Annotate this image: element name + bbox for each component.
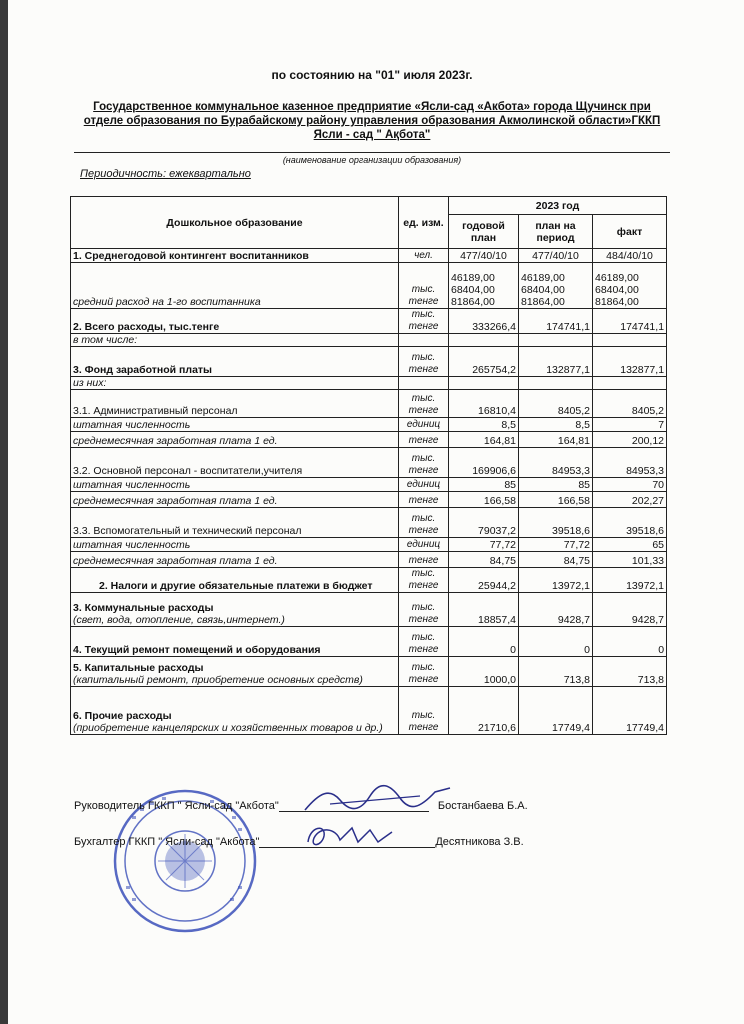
row-value-v2: 77,72 [519, 538, 593, 552]
row-label [71, 263, 399, 309]
row-label-text: 3. Фонд заработной платы [73, 364, 213, 376]
row-value-v2: 174741,1 [519, 309, 593, 334]
row-value-v1 [449, 377, 519, 390]
row-value-v3: 46189,00 68404,00 81864,00 [593, 263, 667, 309]
row-unit [399, 334, 449, 347]
table-row [71, 492, 667, 508]
row-value-v1: 477/40/10 [449, 249, 519, 263]
row-label-text: среднемесячная заработная плата 1 ед. [73, 495, 278, 507]
row-unit: тенге [399, 492, 449, 508]
row-value-v3: 0 [593, 627, 667, 657]
row-label [71, 347, 399, 377]
row-value-v3: 13972,1 [593, 568, 667, 593]
row-unit: тыс. тенге [399, 347, 449, 377]
row-value-v2 [519, 377, 593, 390]
row-unit: единиц [399, 418, 449, 432]
head-signature-label: Руководитель ГККП " Ясли-сад "Акбота" [74, 800, 279, 812]
row-value-v1: 265754,2 [449, 347, 519, 377]
accountant-signature-name: Десятникова З.В. [435, 836, 524, 848]
row-value-v2: 132877,1 [519, 347, 593, 377]
row-value-v2: 17749,4 [519, 687, 593, 735]
row-value-v3: 101,33 [593, 552, 667, 568]
header-annual-plan: годовой план [449, 215, 519, 249]
row-value-v3: 7 [593, 418, 667, 432]
row-sublabel: (приобретение канцелярских и хозяйственных товаров и др.) [73, 722, 383, 734]
row-value-v3: 713,8 [593, 657, 667, 687]
table-row [71, 377, 667, 390]
accountant-signature-row [74, 836, 524, 848]
row-value-v1: 21710,6 [449, 687, 519, 735]
head-signature-name: Бостанбаева Б.А. [437, 800, 528, 812]
row-label [71, 552, 399, 568]
row-label [71, 249, 399, 263]
row-value-v2: 13972,1 [519, 568, 593, 593]
divider [74, 152, 670, 153]
table-row [71, 657, 667, 687]
row-label-text: 4. Текущий ремонт помещений и оборудования [73, 644, 321, 656]
row-value-v2: 46189,00 68404,00 81864,00 [519, 263, 593, 309]
row-value-v2: 0 [519, 627, 593, 657]
row-label [71, 593, 399, 627]
row-value-v2: 84,75 [519, 552, 593, 568]
table-row [71, 334, 667, 347]
head-signature-scribble-icon [300, 782, 460, 818]
row-value-v2: 166,58 [519, 492, 593, 508]
row-value-v1: 166,58 [449, 492, 519, 508]
row-value-v2 [519, 334, 593, 347]
accountant-signature-label: Бухгалтер ГККП " Ясли-сад "Акбота" [74, 836, 260, 848]
row-value-v1: 85 [449, 478, 519, 492]
table-row [71, 568, 667, 593]
row-value-v3: 70 [593, 478, 667, 492]
row-label-text: среднемесячная заработная плата 1 ед. [73, 555, 278, 567]
row-value-v1: 0 [449, 627, 519, 657]
table-row [71, 508, 667, 538]
row-value-v3: 174741,1 [593, 309, 667, 334]
row-label-text: из них: [73, 377, 107, 389]
row-unit [399, 377, 449, 390]
row-value-v1: 84,75 [449, 552, 519, 568]
row-value-v1: 18857,4 [449, 593, 519, 627]
table-row [71, 448, 667, 478]
row-label [71, 432, 399, 448]
budget-table [70, 196, 667, 735]
row-label-text: штатная численность [73, 539, 191, 551]
row-value-v3: 202,27 [593, 492, 667, 508]
row-value-v3: 484/40/10 [593, 249, 667, 263]
row-unit: тыс. тенге [399, 627, 449, 657]
row-label-text: 2. Всего расходы, тыс.тенге [73, 321, 220, 333]
row-label-text: 3.1. Административный персонал [73, 405, 238, 417]
row-label-text: 3.2. Основной персонал - воспитатели,учителя [73, 465, 303, 477]
row-value-v1: 77,72 [449, 538, 519, 552]
table-row [71, 538, 667, 552]
row-label [71, 448, 399, 478]
row-value-v2: 85 [519, 478, 593, 492]
row-value-v1: 46189,00 68404,00 81864,00 [449, 263, 519, 309]
header-fact: факт [593, 215, 667, 249]
row-value-v1: 16810,4 [449, 390, 519, 418]
scan-edge-shadow [0, 0, 8, 1024]
table-row [71, 687, 667, 735]
table-row [71, 593, 667, 627]
row-value-v1: 169906,6 [449, 448, 519, 478]
row-label-text: 5. Капитальные расходы [73, 662, 204, 674]
row-label [71, 687, 399, 735]
row-label [71, 568, 399, 593]
header-title: Дошкольное образование [71, 197, 399, 249]
row-value-v2: 84953,3 [519, 448, 593, 478]
row-value-v2: 8405,2 [519, 390, 593, 418]
row-value-v3: 17749,4 [593, 687, 667, 735]
row-unit: тыс. тенге [399, 687, 449, 735]
table-row [71, 418, 667, 432]
row-label-text: среднемесячная заработная плата 1 ед. [73, 435, 278, 447]
row-label [71, 309, 399, 334]
row-label [71, 418, 399, 432]
row-value-v3: 200,12 [593, 432, 667, 448]
row-unit: тыс. тенге [399, 508, 449, 538]
row-label [71, 390, 399, 418]
table-body [71, 249, 667, 735]
table-row [71, 347, 667, 377]
row-value-v3 [593, 334, 667, 347]
row-value-v1: 1000,0 [449, 657, 519, 687]
accountant-signature-scribble-icon [300, 818, 410, 852]
row-unit: чел. [399, 249, 449, 263]
row-label [71, 657, 399, 687]
row-sublabel: (капитальный ремонт, приобретение основных средств) [73, 674, 363, 686]
row-value-v1: 164,81 [449, 432, 519, 448]
table-row [71, 432, 667, 448]
row-label [71, 492, 399, 508]
organization-name: Государственное коммунальное казенное предприятие «Ясли-сад «Акбота» города Щучинск при отделе образования по Бурабайскому району управления образования Акмолинской области»ГККП Ясли - сад " Ақбота" [83, 101, 661, 141]
row-unit: тыс. тенге [399, 448, 449, 478]
row-label [71, 508, 399, 538]
table-row [71, 249, 667, 263]
row-unit: тыс. тенге [399, 657, 449, 687]
table-row [71, 263, 667, 309]
date-heading: по состоянию на "01" июля 2023г. [271, 68, 473, 82]
row-value-v1: 333266,4 [449, 309, 519, 334]
header-plan-period: план на период [519, 215, 593, 249]
row-value-v2: 39518,6 [519, 508, 593, 538]
row-unit: единиц [399, 478, 449, 492]
row-label-text: 6. Прочие расходы [73, 710, 172, 722]
row-value-v2: 713,8 [519, 657, 593, 687]
table-row [71, 627, 667, 657]
row-value-v3 [593, 377, 667, 390]
row-label [71, 334, 399, 347]
row-value-v1 [449, 334, 519, 347]
row-value-v3: 8405,2 [593, 390, 667, 418]
row-unit: тыс. тенге [399, 390, 449, 418]
row-value-v3: 84953,3 [593, 448, 667, 478]
table-row [71, 309, 667, 334]
periodicity-label: Периодичность: ежеквартально [80, 168, 251, 180]
row-label-text: 3. Коммунальные расходы [73, 602, 214, 614]
row-label [71, 377, 399, 390]
row-unit: единиц [399, 538, 449, 552]
table-row [71, 390, 667, 418]
row-unit: тыс. тенге [399, 263, 449, 309]
row-unit: тыс. тенге [399, 568, 449, 593]
row-value-v1: 79037,2 [449, 508, 519, 538]
row-label [71, 538, 399, 552]
row-value-v2: 477/40/10 [519, 249, 593, 263]
row-value-v3: 65 [593, 538, 667, 552]
row-unit: тенге [399, 552, 449, 568]
row-unit: тыс. тенге [399, 309, 449, 334]
row-sublabel: (свет, вода, отопление, связь,интернет.) [73, 614, 285, 626]
table-row [71, 478, 667, 492]
row-unit: тыс. тенге [399, 593, 449, 627]
header-year: 2023 год [449, 197, 667, 215]
organization-caption: (наименование организации образования) [282, 155, 462, 165]
row-label-text: в том числе: [73, 334, 138, 346]
row-value-v3: 9428,7 [593, 593, 667, 627]
row-value-v2: 164,81 [519, 432, 593, 448]
header-unit: ед. изм. [399, 197, 449, 249]
row-label-text: штатная численность [73, 419, 191, 431]
table-row [71, 552, 667, 568]
row-value-v3: 132877,1 [593, 347, 667, 377]
row-label [71, 478, 399, 492]
row-value-v1: 25944,2 [449, 568, 519, 593]
row-value-v2: 9428,7 [519, 593, 593, 627]
row-unit: тенге [399, 432, 449, 448]
row-label-text: 3.3. Вспомогательный и технический персонал [73, 525, 302, 537]
row-label-text: 1. Среднегодовой контингент воспитанников [73, 250, 309, 262]
row-value-v3: 39518,6 [593, 508, 667, 538]
row-value-v2: 8,5 [519, 418, 593, 432]
row-label [71, 627, 399, 657]
row-label-text: средний расход на 1-го воспитанника [73, 296, 261, 308]
row-value-v1: 8,5 [449, 418, 519, 432]
row-label-text: 2. Налоги и другие обязательные платежи в бюджет [99, 580, 373, 592]
row-label-text: штатная численность [73, 479, 191, 491]
